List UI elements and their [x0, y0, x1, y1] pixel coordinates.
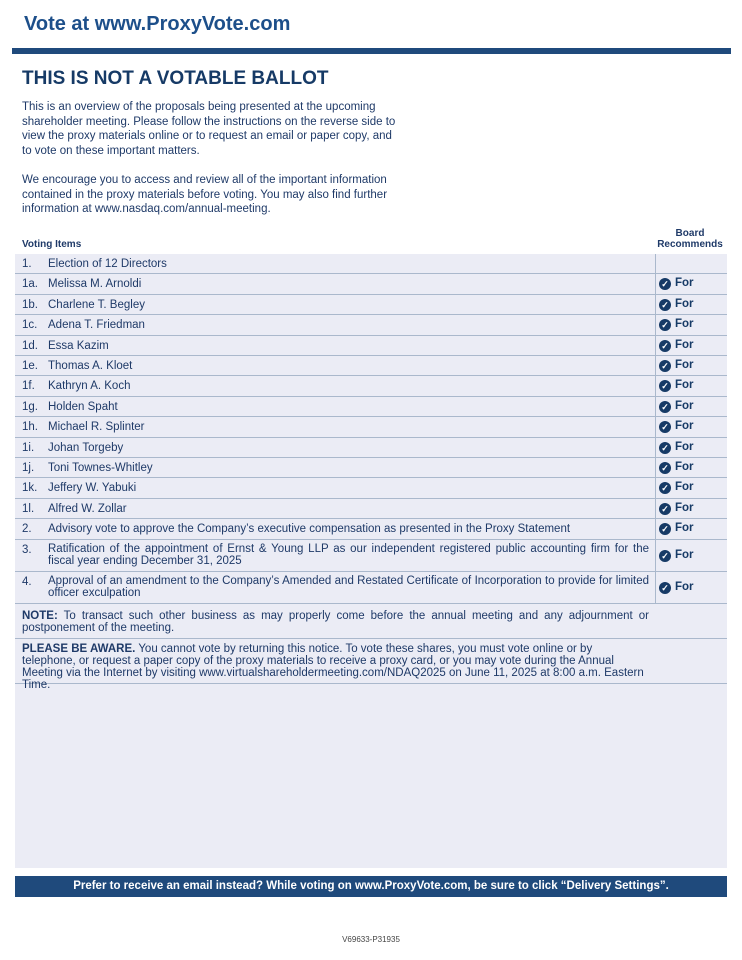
item-number: 3. [22, 543, 32, 556]
item-text: Alfred W. Zollar [48, 502, 127, 515]
item-text: Charlene T. Begley [48, 298, 145, 311]
item-number: 1a. [22, 278, 38, 291]
aware-row [15, 639, 727, 691]
voting-item-row [15, 519, 727, 539]
note-label: NOTE: [22, 610, 58, 622]
item-number: 1l. [22, 502, 35, 515]
board-recommendation [655, 295, 727, 314]
recommendation-label: For [675, 399, 694, 412]
recommendation-label: For [675, 297, 694, 310]
board-header-line1: Board [675, 228, 705, 239]
voting-item-row [15, 336, 727, 356]
voting-item-row [15, 572, 727, 604]
checkmark-icon: ✓ [659, 421, 671, 433]
recommendation-label: For [675, 580, 694, 593]
item-number: 1e. [22, 360, 38, 372]
voting-item-row [15, 295, 727, 315]
board-recommendation [655, 478, 727, 497]
voting-item-row [15, 376, 727, 396]
voting-items-table [15, 254, 727, 868]
recommendation-label: For [675, 481, 694, 494]
item-number: 1b. [22, 298, 38, 311]
item-text: Thomas A. Kloet [48, 360, 133, 372]
board-recommendation [655, 572, 727, 603]
checkmark-icon: ✓ [659, 401, 671, 413]
board-recommendation [655, 336, 727, 355]
board-recommendation [655, 438, 727, 457]
item-text: Election of 12 Directors [48, 258, 167, 270]
recommendation-label: For [675, 461, 694, 473]
recommendation-label: For [675, 501, 694, 514]
recommendation-label: For [675, 522, 694, 535]
delivery-settings-banner: Prefer to receive an email instead? While voting on www.ProxyVote.com, be sure to click “Delivery Settings”. [15, 876, 727, 897]
item-number: 4. [22, 575, 32, 588]
checkmark-icon: ✓ [659, 550, 671, 562]
board-recommendation [655, 519, 727, 538]
recommendation-label: For [675, 548, 694, 561]
voting-item-row [15, 540, 727, 572]
checkmark-icon: ✓ [659, 340, 671, 352]
voting-item-row [15, 499, 727, 519]
board-recommendation [655, 376, 727, 395]
recommendation-label: For [675, 379, 694, 392]
item-number: 1k. [22, 482, 38, 495]
board-recommendation [655, 356, 727, 375]
board-recommendation [655, 417, 727, 436]
voting-item-row [15, 478, 727, 498]
board-recommendation [655, 315, 727, 334]
item-text: Holden Spaht [48, 400, 118, 413]
item-text: Toni Townes-Whitley [48, 462, 153, 474]
item-text: Ratification of the appointment of Ernst & Young LLP as our independent registered public accounting firm for the fiscal year ending December 31, 2025 [48, 542, 649, 567]
voting-item-row [15, 417, 727, 437]
aware-text [22, 643, 649, 691]
checkmark-icon: ✓ [659, 319, 671, 331]
item-text: Advisory vote to approve the Company’s executive compensation as presented in the Proxy Statement [48, 523, 571, 536]
item-text: Essa Kazim [48, 339, 109, 352]
board-header-line2: Recommends [657, 239, 723, 250]
board-recommendation [655, 540, 727, 571]
checkmark-icon: ✓ [659, 582, 671, 594]
voting-item-row [15, 458, 727, 478]
page-title: THIS IS NOT A VOTABLE BALLOT [22, 68, 329, 89]
checkmark-icon: ✓ [659, 442, 671, 454]
checkmark-icon: ✓ [659, 278, 671, 290]
item-number: 1d. [22, 339, 38, 352]
document-code: V69633-P31935 [342, 935, 400, 944]
intro-paragraph-1: This is an overview of the proposals being presented at the upcoming shareholder meeting. Please follow the instructions on the reverse side to view the proxy materials online or to request an email or paper copy, and to vote on these important matters. [22, 101, 396, 157]
voting-item-row [15, 438, 727, 458]
checkmark-icon: ✓ [659, 482, 671, 494]
aware-body: You cannot vote by returning this notice. To vote these shares, you must vote online or by telephone, or request a paper copy of the proxy materials to receive a proxy card, or you may vote during the Annual Meeting via the Internet by visiting www.virtualshareholdermeeting.com/NDAQ2025 on June 11, 2025 at 8:00 a.m. Eastern Time. [22, 643, 644, 691]
item-number: 1j. [22, 462, 35, 474]
item-number: 1c. [22, 319, 38, 332]
note-row [15, 606, 727, 639]
recommendation-label: For [675, 277, 694, 290]
item-text: Johan Torgeby [48, 441, 124, 454]
item-number: 1. [22, 258, 32, 270]
checkmark-icon: ✓ [659, 503, 671, 515]
voting-item-row [15, 274, 727, 294]
note-text [22, 610, 649, 634]
item-text: Kathryn A. Koch [48, 380, 131, 393]
board-recommendation [655, 254, 727, 273]
item-text: Michael R. Splinter [48, 421, 145, 434]
voting-items-header: Voting Items [22, 239, 82, 250]
item-number: 1h. [22, 421, 38, 434]
item-number: 2. [22, 523, 32, 536]
checkmark-icon: ✓ [659, 523, 671, 535]
checkmark-icon: ✓ [659, 380, 671, 392]
recommendation-label: For [675, 318, 694, 331]
item-number: 1g. [22, 400, 38, 413]
checkmark-icon: ✓ [659, 299, 671, 311]
note-body: To transact such other business as may properly come before the annual meeting and any adjournment or postponement of the meeting. [22, 610, 649, 634]
checkmark-icon: ✓ [659, 360, 671, 372]
item-text: Adena T. Friedman [48, 319, 145, 332]
recommendation-label: For [675, 420, 694, 433]
recommendation-label: For [675, 359, 694, 371]
checkmark-icon: ✓ [659, 462, 671, 474]
board-recommendation [655, 458, 727, 477]
header-title: Vote at www.ProxyVote.com [24, 13, 291, 35]
voting-item-row [15, 397, 727, 417]
voting-item-row [15, 315, 727, 335]
header-bar [12, 48, 731, 54]
board-recommendation [655, 499, 727, 518]
item-text: Jeffery W. Yabuki [48, 482, 137, 495]
item-text: Melissa M. Arnoldi [48, 278, 142, 291]
board-recommendation [655, 397, 727, 416]
item-text: Approval of an amendment to the Company’s Amended and Restated Certificate of Incorporation to provide for limited officer exculpation [48, 574, 649, 599]
voting-item-row [15, 254, 727, 274]
item-number: 1i. [22, 441, 35, 454]
voting-item-row [15, 356, 727, 376]
aware-label: PLEASE BE AWARE. [22, 643, 136, 655]
item-number: 1f. [22, 380, 35, 393]
board-recommends-header [652, 228, 728, 250]
board-recommendation [655, 274, 727, 293]
intro-paragraph-2: We encourage you to access and review all of the important information contained in the proxy materials before voting. You may also find further information at www.nasdaq.com/annual-meeting. [22, 174, 388, 215]
recommendation-label: For [675, 338, 694, 351]
recommendation-label: For [675, 440, 694, 453]
